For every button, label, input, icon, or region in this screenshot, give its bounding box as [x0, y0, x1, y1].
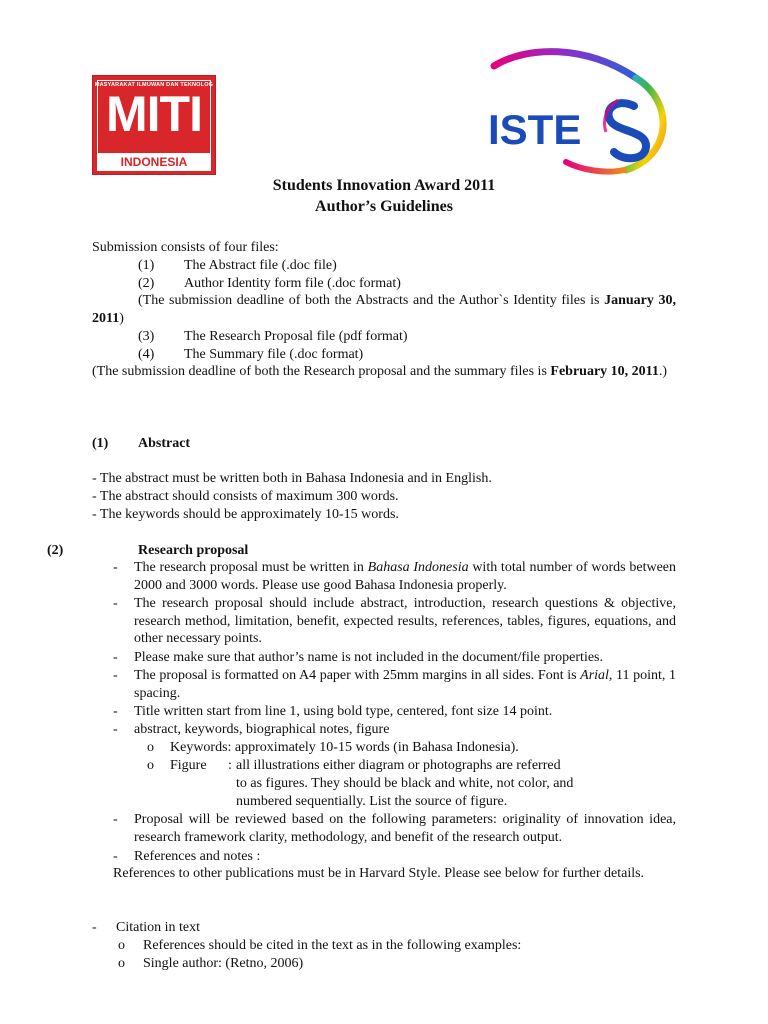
dash-6: -: [113, 722, 118, 737]
doc-title: Students Innovation Award 2011: [272, 177, 496, 194]
sub-point-figure-label: Figure: [170, 758, 207, 773]
bullet-2: o: [147, 758, 154, 773]
bullet-1: o: [147, 740, 154, 755]
bullet-4: o: [118, 956, 125, 971]
miti-logo-tagline: MASYARAKAT ILMUWAN DAN TEKNOLOG: [94, 82, 214, 88]
proposal-point-6: abstract, keywords, biographical notes, figure: [134, 722, 390, 737]
istecs-logo-text: ISTE: [488, 106, 582, 153]
sub-point-figure-line-2: to as figures. They should be black and white, not color, and: [236, 776, 574, 791]
file-num-1: (1): [138, 258, 155, 273]
dash-3: -: [113, 650, 118, 665]
sub-point-keywords: Keywords: approximately 10-15 words (in Bahasa Indonesia).: [170, 740, 519, 755]
doc-subtitle: Author’s Guidelines: [315, 198, 453, 215]
submission-intro: Submission consists of four files:: [92, 240, 279, 255]
dash-1: -: [113, 560, 118, 575]
istecs-logo: [486, 48, 676, 176]
abstract-point-3: - The keywords should be approximately 10-15 words.: [92, 507, 399, 522]
deadline-date-2: February 10, 2011: [550, 364, 659, 379]
proposal-point-7: Proposal will be reviewed based on the following parameters: originality of innovation idea, research framework clarity, methodology, and benefit of the research output.: [134, 812, 676, 845]
deadline-date-1: January 30, 2011: [92, 293, 677, 326]
proposal-point-5: Title written start from line 1, using bold type, centered, font size 14 point.: [134, 704, 553, 719]
file-num-3: (3): [138, 329, 155, 344]
proposal-point-2: The research proposal should include abstract, introduction, research questions & objective, research method, limitation, benefit, expected results, references, tables, figures, equations, and other necessary points.: [134, 596, 676, 646]
citation-point-1: References should be cited in the text as in the following examples:: [143, 938, 522, 953]
dash-9: -: [92, 920, 97, 935]
dash-4: -: [113, 668, 118, 683]
file-item-4: The Summary file (.doc format): [184, 347, 364, 362]
miti-logo: [92, 75, 216, 175]
proposal-point-1: The research proposal must be written in Bahasa Indonesia with total number of words between 2000 and 3000 words. Please use good Bahasa Indonesia properly.: [134, 560, 676, 593]
deadline-note-1: (The submission deadline of both the Abstracts and the Author`s Identity files is January 30, 2011): [92, 293, 677, 326]
sub-point-figure-line-3: numbered sequentially. List the source of figure.: [236, 794, 508, 809]
dash-7: -: [113, 812, 118, 827]
abstract-point-1: - The abstract must be written both in Bahasa Indonesia and in English.: [92, 471, 492, 486]
section-1-heading: Abstract: [138, 436, 191, 451]
references-note: References to other publications must be in Harvard Style. Please see below for further details.: [113, 866, 645, 881]
file-item-2: Author Identity form file (.doc format): [184, 276, 401, 291]
section-2-heading: Research proposal: [138, 543, 249, 558]
citation-heading: Citation in text: [116, 920, 200, 935]
file-num-4: (4): [138, 347, 155, 362]
proposal-point-3: Please make sure that author’s name is not included in the document/file properties.: [134, 650, 603, 665]
section-2-number: (2): [47, 543, 64, 558]
dash-8: -: [113, 849, 118, 864]
proposal-point-8: References and notes :: [134, 849, 261, 864]
bullet-3: o: [118, 938, 125, 953]
citation-point-2: Single author: (Retno, 2006): [143, 956, 304, 971]
miti-logo-country: INDONESIA: [97, 153, 211, 171]
dash-2: -: [113, 596, 118, 611]
section-1-number: (1): [92, 436, 109, 451]
deadline-note-2: (The submission deadline of both the Research proposal and the summary files is February 10, 2011.): [92, 364, 668, 379]
proposal-point-4: The proposal is formatted on A4 paper with 25mm margins in all sides. Font is Arial, 11 point, 1 spacing.: [134, 668, 676, 701]
dash-5: -: [113, 704, 118, 719]
file-num-2: (2): [138, 276, 155, 291]
sub-point-figure-colon: :: [228, 758, 232, 773]
file-item-3: The Research Proposal file (pdf format): [184, 329, 408, 344]
sub-point-figure-line-1: all illustrations either diagram or photographs are referred: [236, 758, 561, 773]
abstract-point-2: - The abstract should consists of maximum 300 words.: [92, 489, 399, 504]
file-item-1: The Abstract file (.doc file): [184, 258, 337, 273]
miti-logo-text: MITI: [106, 86, 202, 142]
